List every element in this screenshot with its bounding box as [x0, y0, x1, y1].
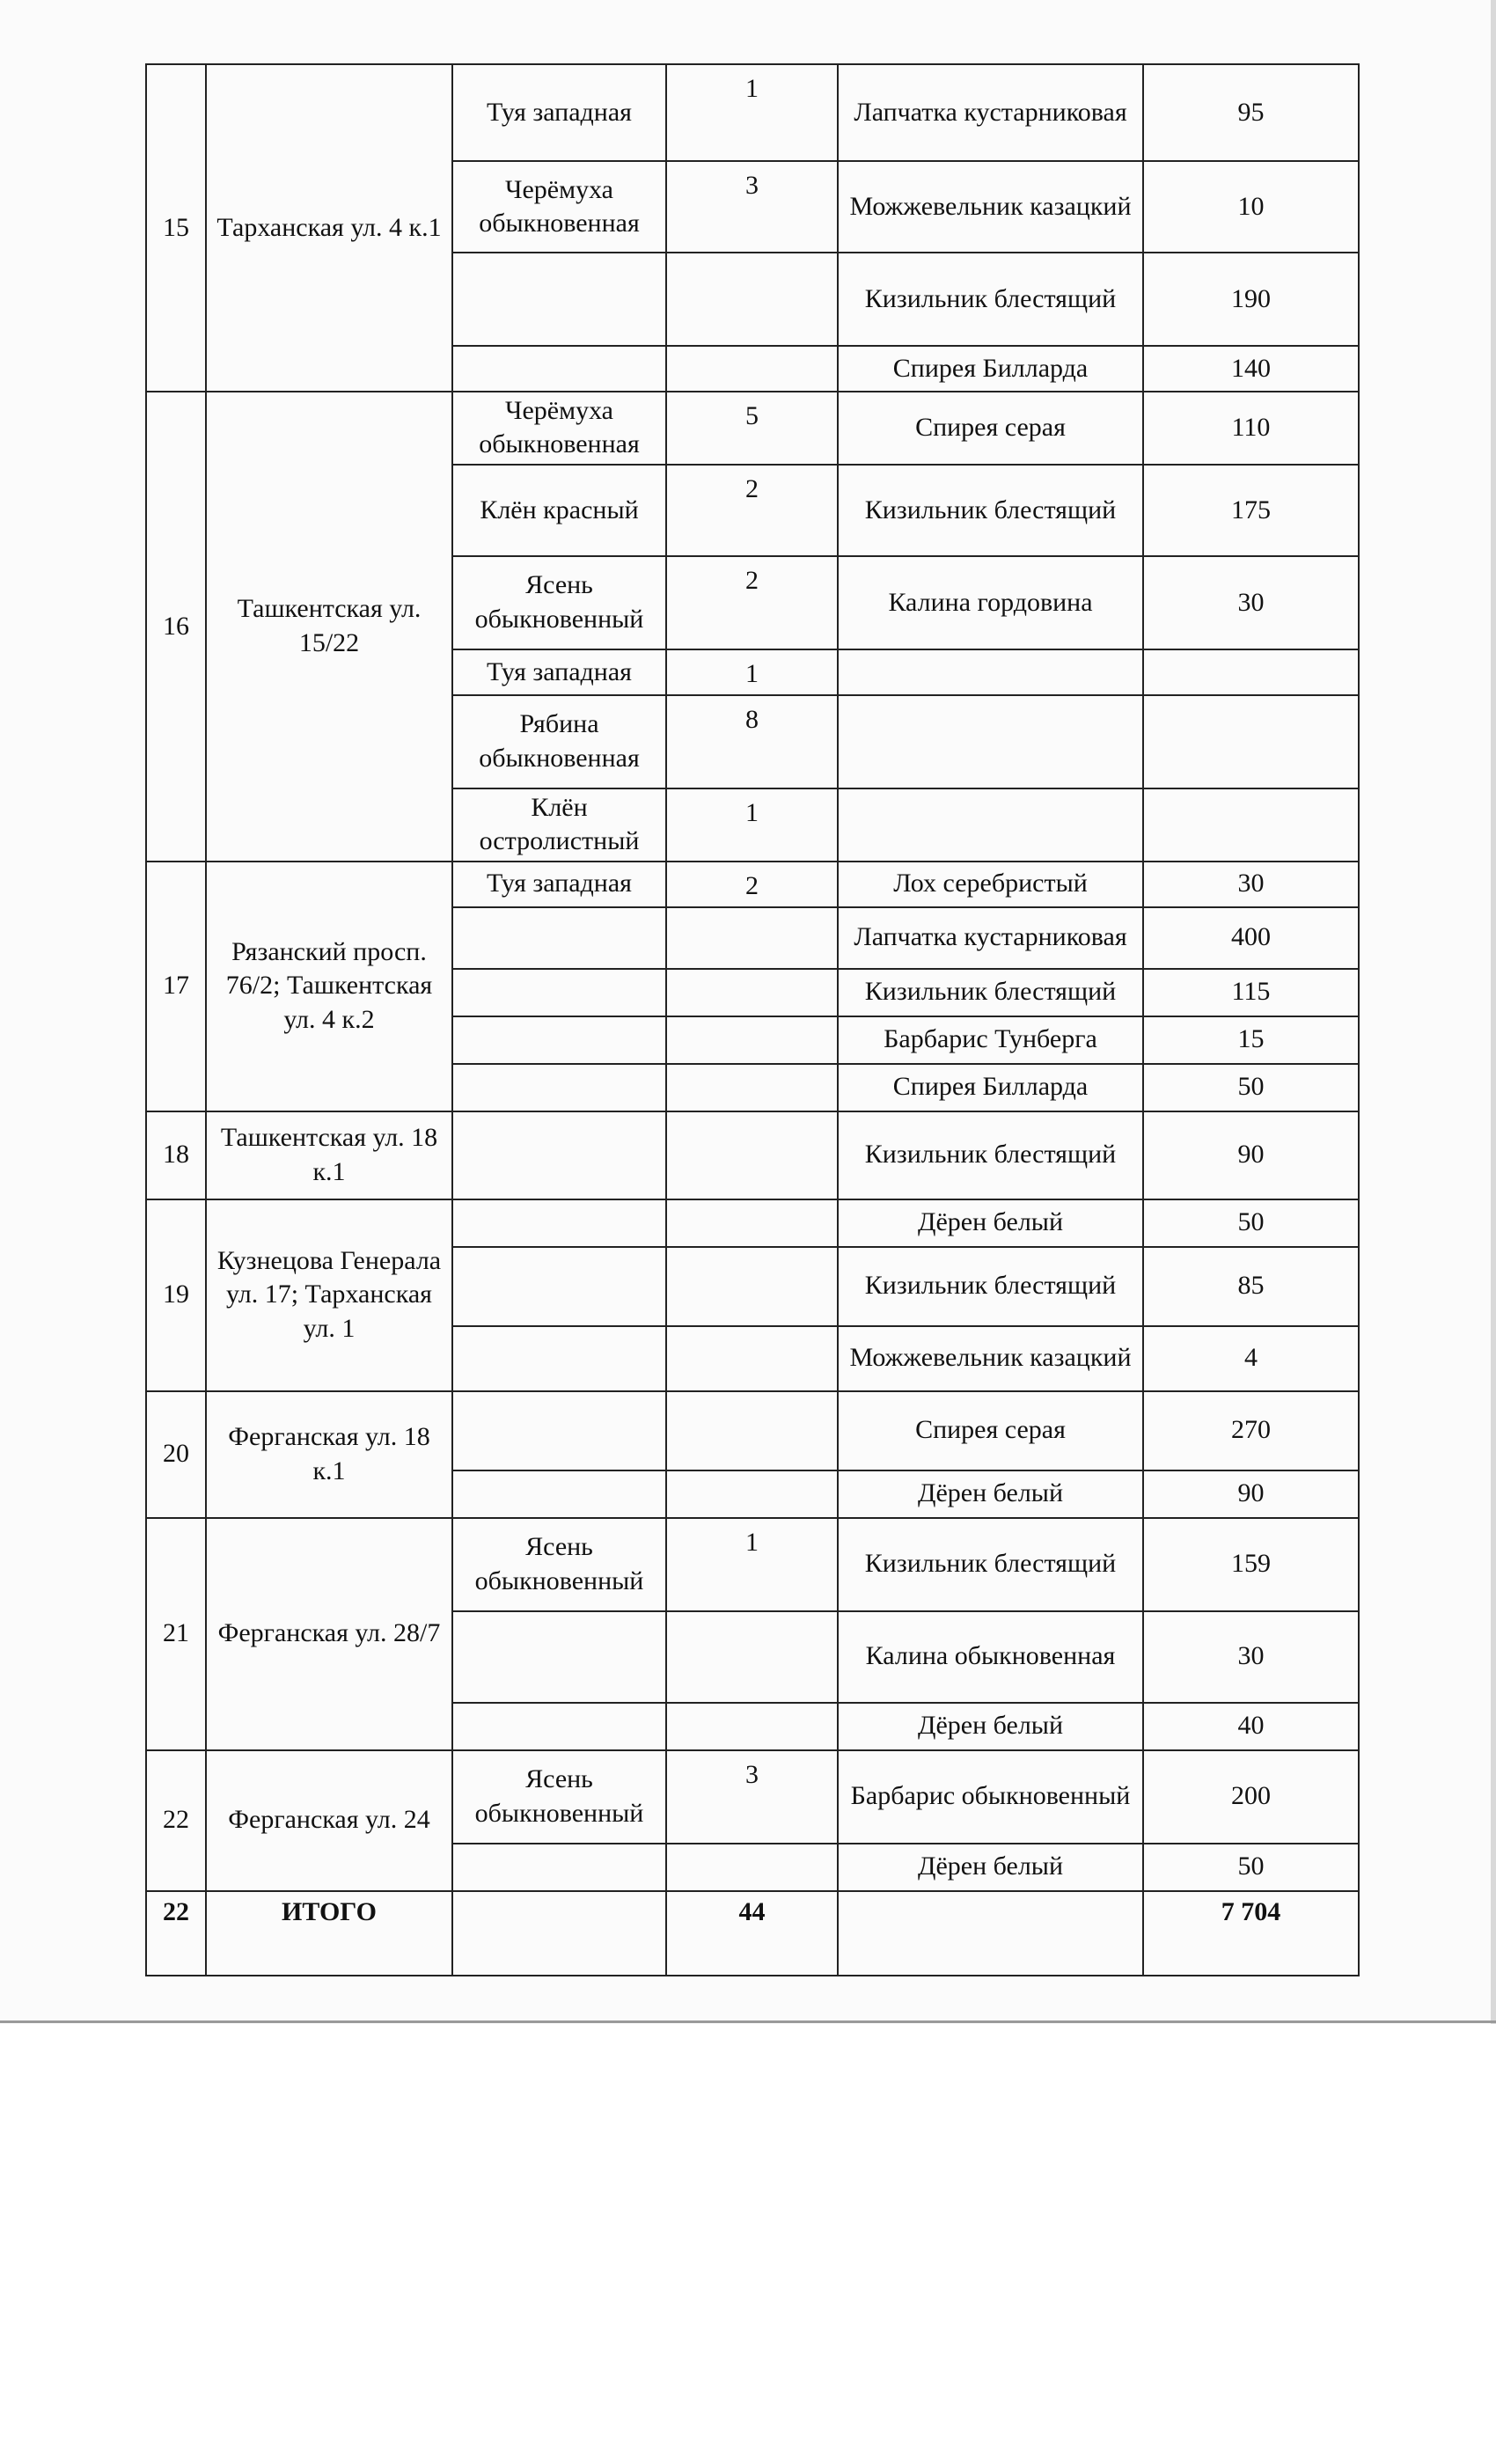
shrub-count-cell: 95 — [1143, 64, 1359, 161]
table-row — [146, 1518, 1359, 1611]
shrub-species-cell: Кизильник блестящий — [838, 1247, 1143, 1326]
tree-count-cell — [666, 1247, 838, 1326]
scan-right-edge — [1491, 0, 1496, 2024]
shrub-species-cell: Спирея Билларда — [838, 1064, 1143, 1111]
total-empty-cell — [838, 1891, 1143, 1976]
shrub-species-cell: Дёрен белый — [838, 1199, 1143, 1247]
table-row — [146, 1111, 1359, 1199]
tree-count-cell: 8 — [666, 695, 838, 788]
shrub-count-cell: 115 — [1143, 969, 1359, 1016]
tree-species-cell: Туя западная — [452, 649, 666, 695]
address-cell: Ферганская ул. 24 — [206, 1750, 452, 1891]
shrub-count-cell: 50 — [1143, 1064, 1359, 1111]
tree-species-cell: Ясень обыкновенный — [452, 1750, 666, 1844]
shrub-species-cell: Дёрен белый — [838, 1470, 1143, 1518]
row-number: 20 — [146, 1391, 206, 1518]
shrub-species-cell — [838, 788, 1143, 862]
shrub-species-cell: Спирея серая — [838, 392, 1143, 465]
shrub-species-cell — [838, 649, 1143, 695]
row-number: 15 — [146, 64, 206, 392]
tree-count-cell: 1 — [666, 1518, 838, 1611]
shrub-species-cell: Лох серебристый — [838, 862, 1143, 907]
tree-species-cell — [452, 969, 666, 1016]
tree-species-cell: Черёмуха обыкновенная — [452, 392, 666, 465]
shrub-species-cell: Спирея Билларда — [838, 346, 1143, 392]
shrub-species-cell: Кизильник блестящий — [838, 969, 1143, 1016]
tree-species-cell — [452, 1064, 666, 1111]
shrub-species-cell: Кизильник блестящий — [838, 465, 1143, 556]
tree-species-cell — [452, 1326, 666, 1391]
tree-species-cell: Клён остролистный — [452, 788, 666, 862]
shrub-species-cell: Можжевельник казацкий — [838, 161, 1143, 253]
shrub-count-cell: 190 — [1143, 253, 1359, 346]
shrub-count-cell: 30 — [1143, 1611, 1359, 1703]
address-cell: Тарханская ул. 4 к.1 — [206, 64, 452, 392]
shrub-species-cell: Кизильник блестящий — [838, 1518, 1143, 1611]
tree-count-cell — [666, 1844, 838, 1891]
tree-species-cell: Рябина обыкновенная — [452, 695, 666, 788]
tree-species-cell — [452, 1703, 666, 1750]
shrub-count-cell: 400 — [1143, 907, 1359, 969]
shrub-species-cell: Спирея серая — [838, 1391, 1143, 1470]
total-row — [146, 1891, 1359, 1976]
address-cell: Рязанский просп. 76/2; Ташкентская ул. 4 к.2 — [206, 862, 452, 1111]
shrub-count-cell: 15 — [1143, 1016, 1359, 1064]
shrub-count-cell: 10 — [1143, 161, 1359, 253]
shrub-count-cell: 90 — [1143, 1470, 1359, 1518]
row-number: 21 — [146, 1518, 206, 1750]
row-number: 16 — [146, 392, 206, 862]
shrub-count-cell: 270 — [1143, 1391, 1359, 1470]
shrub-count-cell: 40 — [1143, 1703, 1359, 1750]
tree-count-cell — [666, 1199, 838, 1247]
total-trees-cell: 44 — [666, 1891, 838, 1976]
address-cell: Ферганская ул. 28/7 — [206, 1518, 452, 1750]
tree-species-cell: Ясень обыкновенный — [452, 1518, 666, 1611]
tree-count-cell — [666, 346, 838, 392]
tree-species-cell — [452, 1199, 666, 1247]
shrub-species-cell: Кизильник блестящий — [838, 253, 1143, 346]
shrub-count-cell — [1143, 649, 1359, 695]
tree-count-cell — [666, 1391, 838, 1470]
shrub-count-cell: 30 — [1143, 556, 1359, 649]
shrub-species-cell: Дёрен белый — [838, 1844, 1143, 1891]
tree-count-cell — [666, 1111, 838, 1199]
shrub-species-cell: Кизильник блестящий — [838, 1111, 1143, 1199]
shrub-species-cell: Можжевельник казацкий — [838, 1326, 1143, 1391]
shrub-count-cell — [1143, 788, 1359, 862]
table-row — [146, 1750, 1359, 1844]
tree-count-cell: 1 — [666, 64, 838, 161]
shrub-count-cell: 110 — [1143, 392, 1359, 465]
table-row — [146, 862, 1359, 907]
planting-table — [145, 63, 1360, 1976]
tree-species-cell — [452, 907, 666, 969]
tree-species-cell — [452, 1247, 666, 1326]
total-empty-cell — [452, 1891, 666, 1976]
tree-species-cell: Ясень обыкновенный — [452, 556, 666, 649]
shrub-count-cell: 50 — [1143, 1199, 1359, 1247]
tree-count-cell — [666, 1470, 838, 1518]
address-cell: Ташкентская ул. 15/22 — [206, 392, 452, 862]
tree-species-cell — [452, 253, 666, 346]
table-row — [146, 64, 1359, 161]
table-row — [146, 1391, 1359, 1470]
tree-species-cell — [452, 1391, 666, 1470]
tree-species-cell: Туя западная — [452, 64, 666, 161]
shrub-count-cell: 85 — [1143, 1247, 1359, 1326]
total-shrubs-cell: 7 704 — [1143, 1891, 1359, 1976]
tree-species-cell — [452, 346, 666, 392]
planting-table-body — [146, 64, 1359, 1976]
tree-count-cell: 2 — [666, 556, 838, 649]
tree-count-cell: 2 — [666, 465, 838, 556]
tree-species-cell: Клён красный — [452, 465, 666, 556]
shrub-species-cell: Калина гордовина — [838, 556, 1143, 649]
tree-count-cell — [666, 1016, 838, 1064]
tree-count-cell — [666, 1326, 838, 1391]
shrub-count-cell: 140 — [1143, 346, 1359, 392]
shrub-species-cell: Барбарис Тунберга — [838, 1016, 1143, 1064]
shrub-species-cell — [838, 695, 1143, 788]
tree-species-cell — [452, 1470, 666, 1518]
tree-count-cell — [666, 1703, 838, 1750]
tree-count-cell — [666, 907, 838, 969]
shrub-count-cell — [1143, 695, 1359, 788]
shrub-count-cell: 200 — [1143, 1750, 1359, 1844]
tree-species-cell: Туя западная — [452, 862, 666, 907]
tree-count-cell — [666, 1611, 838, 1703]
shrub-species-cell: Барбарис обыкновенный — [838, 1750, 1143, 1844]
tree-count-cell: 1 — [666, 788, 838, 862]
table-row — [146, 1199, 1359, 1247]
row-number: 19 — [146, 1199, 206, 1391]
tree-count-cell: 5 — [666, 392, 838, 465]
shrub-count-cell: 4 — [1143, 1326, 1359, 1391]
total-number-cell: 22 — [146, 1891, 206, 1976]
tree-count-cell — [666, 969, 838, 1016]
shrub-count-cell: 159 — [1143, 1518, 1359, 1611]
row-number: 18 — [146, 1111, 206, 1199]
tree-count-cell: 2 — [666, 862, 838, 907]
shrub-species-cell: Калина обыкновенная — [838, 1611, 1143, 1703]
tree-species-cell — [452, 1611, 666, 1703]
tree-species-cell: Черёмуха обыкновенная — [452, 161, 666, 253]
tree-species-cell — [452, 1111, 666, 1199]
shrub-species-cell: Лапчатка кустарниковая — [838, 64, 1143, 161]
tree-count-cell: 1 — [666, 649, 838, 695]
row-number: 22 — [146, 1750, 206, 1891]
shrub-species-cell: Лапчатка кустарниковая — [838, 907, 1143, 969]
tree-count-cell — [666, 253, 838, 346]
row-number: 17 — [146, 862, 206, 1111]
scan-bottom-edge — [0, 2020, 1496, 2023]
tree-count-cell: 3 — [666, 161, 838, 253]
shrub-count-cell: 30 — [1143, 862, 1359, 907]
address-cell: Кузнецова Генерала ул. 17; Тарханская ул. 1 — [206, 1199, 452, 1391]
table-row — [146, 392, 1359, 465]
total-label-cell: ИТОГО — [206, 1891, 452, 1976]
address-cell: Ферганская ул. 18 к.1 — [206, 1391, 452, 1518]
address-cell: Ташкентская ул. 18 к.1 — [206, 1111, 452, 1199]
tree-count-cell — [666, 1064, 838, 1111]
tree-species-cell — [452, 1016, 666, 1064]
tree-count-cell: 3 — [666, 1750, 838, 1844]
shrub-count-cell: 90 — [1143, 1111, 1359, 1199]
shrub-count-cell: 50 — [1143, 1844, 1359, 1891]
shrub-count-cell: 175 — [1143, 465, 1359, 556]
tree-species-cell — [452, 1844, 666, 1891]
shrub-species-cell: Дёрен белый — [838, 1703, 1143, 1750]
